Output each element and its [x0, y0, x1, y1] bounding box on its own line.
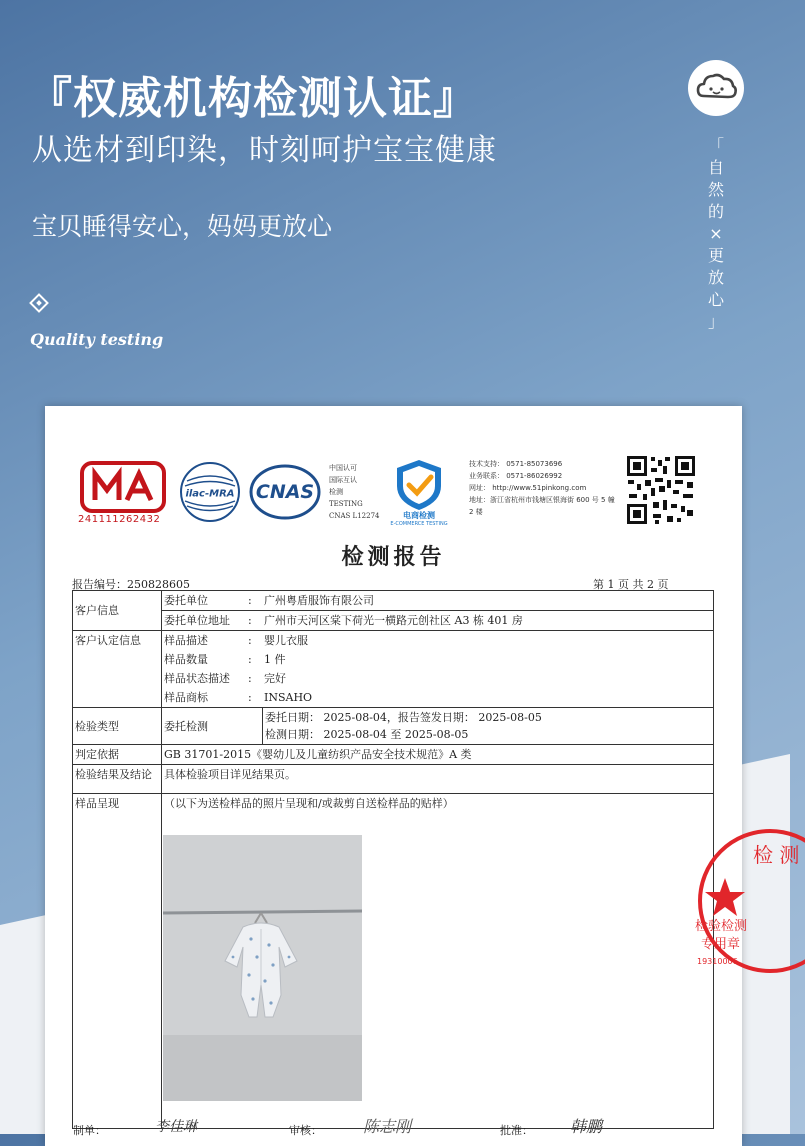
diamond-icon	[29, 293, 49, 313]
quality-label: Quality testing	[30, 330, 164, 349]
hero-tagline: 宝贝睡得安心，妈妈更放心	[32, 212, 333, 241]
contact-support: 技术支持： 0571-85073696	[469, 460, 563, 468]
brand-logo	[688, 60, 744, 116]
hero-subtitle: 从选材到印染，时刻呵护宝宝健康	[32, 133, 497, 168]
cma-logo	[79, 460, 167, 514]
inspect-type-label: 检验类型	[73, 708, 162, 745]
client-addr-value: 广州市天河区棠下荷光一横路元创社区 A3 栋 401 房	[264, 614, 523, 627]
sample-brand-key: 样品商标	[164, 691, 208, 704]
sign-review-signature: 陈志刚	[363, 1117, 412, 1136]
sample-state-value: 完好	[264, 672, 286, 685]
certification-logos	[45, 454, 742, 534]
dates-testing: 检测日期： 2025-08-04 至 2025-08-05	[265, 728, 469, 741]
ilac-mra-logo	[179, 461, 241, 523]
result-value: 具体检验项目详见结果页。	[162, 765, 714, 794]
inspect-type-value: 委托检测	[162, 708, 263, 745]
signature-row	[45, 1112, 742, 1142]
basis-value: GB 31701-2015《婴幼儿及儿童纺织产品安全技术规范》A 类	[162, 745, 714, 765]
ecommerce-cn: 电商检测	[403, 511, 435, 520]
dates-commission: 委托日期： 2025-08-04，报告签发日期： 2025-08-05	[265, 711, 542, 724]
cma-number: 241111262432	[78, 514, 161, 525]
report-title: 检测报告	[341, 544, 446, 570]
client-unit-value: 广州粤盾服饰有限公司	[264, 594, 374, 607]
contact-address: 地址：浙江省杭州市钱塘区银海街 600 号 5 幢 2 楼	[469, 496, 615, 516]
hero-title: 『权威机构检测认证』	[28, 73, 478, 124]
baby-romper-photo	[163, 835, 362, 1101]
client-info-label: 客户信息	[73, 591, 162, 631]
svg-text:ilac-MRA: ilac-MRA	[185, 488, 235, 500]
client-addr-key: 委托单位地址	[164, 614, 230, 627]
sample-desc-key: 样品描述	[164, 634, 208, 647]
result-label: 检验结果及结论	[73, 765, 162, 794]
official-stamp	[695, 826, 805, 976]
report-sheet	[45, 406, 800, 1146]
sign-made-label: 制单：	[73, 1124, 106, 1137]
sample-show-label: 样品呈现	[73, 794, 162, 1129]
sample-photo	[163, 835, 362, 1101]
red-seal-icon	[695, 826, 805, 976]
sample-brand-value: INSAHO	[264, 691, 313, 704]
stamp-number: 19310006	[697, 957, 738, 966]
sample-show-value: （以下为送检样品的照片呈现和/或裁剪自送检样品的贴样）	[162, 794, 714, 1129]
client-unit-key: 委托单位	[164, 594, 208, 607]
stamp-bottom-text: 专用章	[701, 937, 741, 952]
basis-label: 判定依据	[73, 745, 162, 765]
confirm-info-label: 客户认定信息	[73, 631, 162, 708]
contact-info	[469, 458, 619, 518]
sign-approve-signature: 韩鹏	[570, 1117, 603, 1136]
vertical-slogan: 「 自 然 的 × 更 放 心 」	[707, 136, 724, 331]
stamp-mid-text: 检验检测	[695, 919, 748, 934]
report-number: 报告编号：250828605	[72, 578, 190, 591]
cloud-face-icon	[688, 60, 744, 116]
sign-made-signature: 李佳琳	[155, 1119, 197, 1135]
cnas-logo	[249, 464, 321, 520]
report-table: 客户信息 委托单位 : 广州粤盾服饰有限公司 委托单位地址 : 广州市天河区棠下荷光一横路元创社区 A3 栋 401 房 客户认定信息 样品描述 : 婴儿衣服 样品数量 : 1 件 样品状态描述 : 完好 样品商标 : INSAHO 检验类型 委托检测 委托日期： 2025-08-04，报告签发日期： 2025-08-05 检测日期： 2025-08-04 至 2025-08-05 判定依据 GB 31701-2015《婴幼儿及儿童纺织产品安全技术规范》A 类 检验结果及结论 具体检验项目详见结果页。 样品呈现 （以下为送检样品的照片呈现和/或裁剪自送检样品的贴样）	[72, 590, 714, 1129]
cnas-info: 中国认可 国际互认 检测 TESTING CNAS L12274	[329, 464, 380, 520]
sample-qty-key: 样品数量	[164, 653, 208, 666]
sample-qty-value: 1 件	[264, 653, 286, 666]
contact-website: 网址： http://www.51pinkong.com	[469, 484, 587, 492]
svg-text:CNAS: CNAS	[255, 481, 315, 503]
ecommerce-label	[387, 510, 451, 527]
sample-desc-value: 婴儿衣服	[264, 634, 308, 647]
contact-business: 业务联系： 0571-86026992	[469, 472, 563, 480]
sign-approve-label: 批准：	[500, 1124, 533, 1137]
stamp-top-text: 检 测	[753, 843, 800, 867]
sign-review-label: 审核：	[289, 1124, 322, 1137]
sample-state-key: 样品状态描述	[164, 672, 230, 685]
qr-code-icon	[625, 454, 697, 526]
page-info: 第 1 页 共 2 页	[593, 578, 669, 591]
ecommerce-en: E-COMMERCE TESTING	[390, 521, 448, 527]
